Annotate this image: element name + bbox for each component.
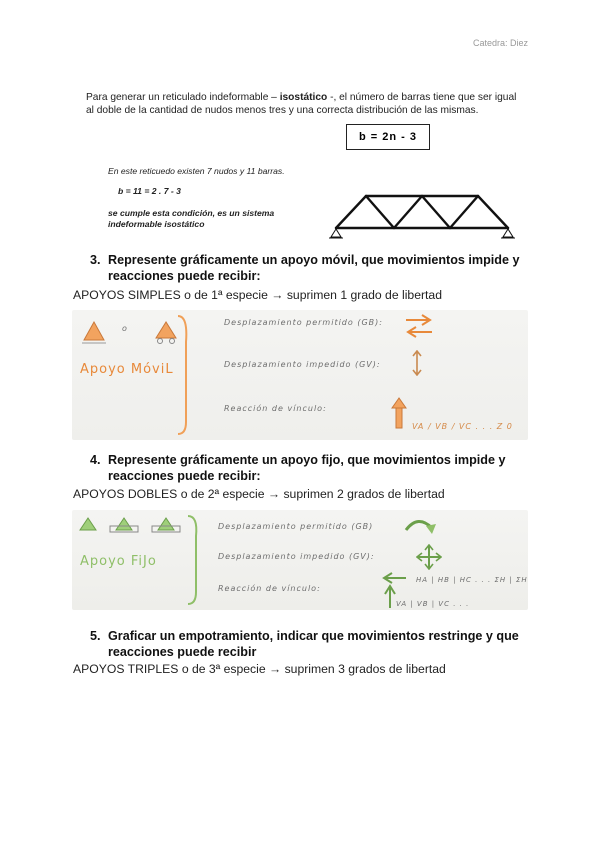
- formula-box: b = 2n - 3: [346, 124, 430, 150]
- page-header: Catedra: Diez: [472, 38, 528, 48]
- or-word: o: [122, 324, 128, 333]
- reaction-arrow-icon: [390, 396, 408, 430]
- rotation-arrow-icon: [402, 514, 436, 536]
- cross-arrows-icon: [416, 544, 442, 570]
- fijo-line-1: Desplazamiento permitido (GB): [218, 522, 374, 531]
- example-line-1: En este reticuedo existen 7 nudos y 11 barras.: [108, 166, 285, 176]
- double-arrow-icon: [404, 312, 434, 340]
- truss-support-right: [503, 229, 513, 237]
- handwritten-note-apoyo-fijo: [72, 510, 528, 610]
- movil-line-2: Desplazamiento impedido (GV):: [224, 360, 381, 369]
- movil-line-3: Reacción de vínculo:: [224, 404, 327, 413]
- curly-bracket-1: [174, 312, 194, 436]
- handwritten-note-apoyo-movil: [72, 310, 528, 440]
- movil-reaction-label: VA / VB / VC . . . Z 0: [412, 422, 513, 431]
- apoyo-fijo-title: Apoyo FiJo: [80, 554, 157, 569]
- intro-paragraph: Para generar un reticulado indeformable – isostático -, el número de barras tiene que ser igual al doble de la cantidad de nudos menos tres y una correcta distribución de las mismas.: [86, 92, 517, 116]
- truss-support-left: [331, 229, 341, 237]
- fixed-support-icons: [76, 514, 186, 536]
- answer-3: APOYOS SIMPLES o de 1ª especie → suprimen 1 grado de libertad: [73, 288, 442, 302]
- fijo-line-2: Desplazamiento impedido (GV):: [218, 552, 375, 561]
- vertical-arrow-icon: [410, 350, 424, 376]
- fijo-reaction-v: VA | VB | VC . . .: [396, 600, 470, 608]
- answer-4: APOYOS DOBLES o de 2ª especie → suprimen 2 grados de libertad: [73, 487, 445, 501]
- answer-5: APOYOS TRIPLES o de 3ª especie → suprimen 3 grados de libertad: [73, 662, 446, 676]
- movil-line-1: Desplazamiento permitido (GB):: [224, 318, 383, 327]
- example-line-3: se cumple esta condición, es un sistema indeformable isostático: [108, 208, 275, 229]
- apoyo-movil-title: Apoyo MóviL: [80, 362, 174, 377]
- fijo-reaction-h: HA | HB | HC . . . ΣH | ΣH: [416, 576, 528, 584]
- example-line-2: b = 11 = 2 . 7 - 3: [118, 186, 181, 196]
- truss-diagram: [328, 188, 518, 240]
- fijo-line-3: Reacción de vínculo:: [218, 584, 321, 593]
- curly-bracket-2: [184, 512, 204, 606]
